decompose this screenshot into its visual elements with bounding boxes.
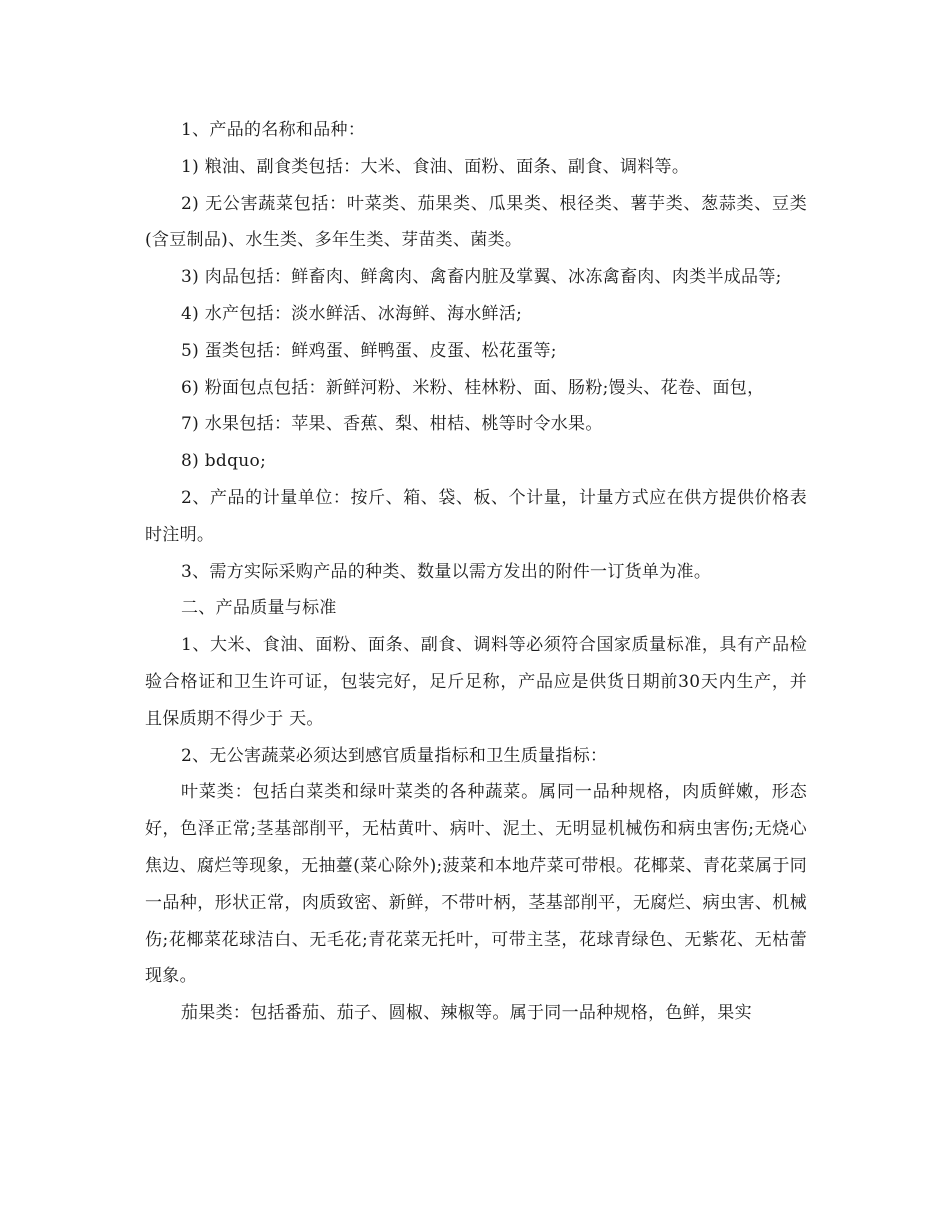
paragraph: 1、产品的名称和品种： [181,120,366,140]
paragraph: 2、产品的计量单位：按斤、箱、袋、板、个计量，计量方式应在供方提供价格表时注明。 [145,487,807,545]
section-heading: 二、产品质量与标准 [181,598,337,619]
paragraph: 5) 蛋类包括：鲜鸡蛋、鲜鸭蛋、皮蛋、松花蛋等; [181,340,557,361]
paragraph: 2) 无公害蔬菜包括：叶菜类、茄果类、瓜果类、根径类、薯芋类、葱蒜类、豆类(含豆制品)、水生类、多年生类、芽苗类、菌类。 [145,193,807,251]
document-body [145,112,807,1032]
paragraph: 3) 肉品包括：鲜畜肉、鲜禽肉、禽畜内脏及掌翼、冰冻禽畜肉、肉类半成品等; [181,267,782,288]
paragraph: 6) 粉面包点包括：新鲜河粉、米粉、桂林粉、面、肠粉;馒头、花卷、面包， [181,377,765,398]
paragraph: 1、大米、食油、面粉、面条、副食、调料等必须符合国家质量标准，具有产品检验合格证和卫生许可证，包装完好，足斤足称，产品应是供货日期前30天内生产，并且保质期不得少于 天。 [145,635,807,729]
paragraph: 7) 水果包括：苹果、香蕉、梨、柑桔、桃等时令水果。 [181,414,603,435]
paragraph: 2、无公害蔬菜必须达到感官质量指标和卫生质量指标： [181,745,608,766]
paragraph: 8) bdquo; [181,451,267,472]
paragraph: 叶菜类：包括白菜类和绿叶菜类的各种蔬菜。属同一品种规格，肉质鲜嫩，形态好，色泽正常;茎基部削平，无枯黄叶、病叶、泥土、无明显机械伤和病虫害伤;无烧心焦边、腐烂等现象，无抽薹(菜心除外);菠菜和本地芹菜可带根。花椰菜、青花菜属于同一品种，形状正常，肉质致密、新鲜，不带叶柄，茎基部削平，无腐烂、病虫害、机械伤;花椰菜花球洁白、无毛花;青花菜无托叶，可带主茎，花球青绿色、无紫花、无枯蕾现象。 [145,782,807,987]
paragraph: 茄果类：包括番茄、茄子、圆椒、辣椒等。属于同一品种规格，色鲜，果实 [181,1003,752,1024]
paragraph: 4) 水产包括：淡水鲜活、冰海鲜、海水鲜活; [181,303,523,324]
paragraph: 3、需方实际采购产品的种类、数量以需方发出的附件一订货单为准。 [181,561,712,582]
paragraph: 1) 粮油、副食类包括：大米、食油、面粉、面条、副食、调料等。 [181,156,690,177]
